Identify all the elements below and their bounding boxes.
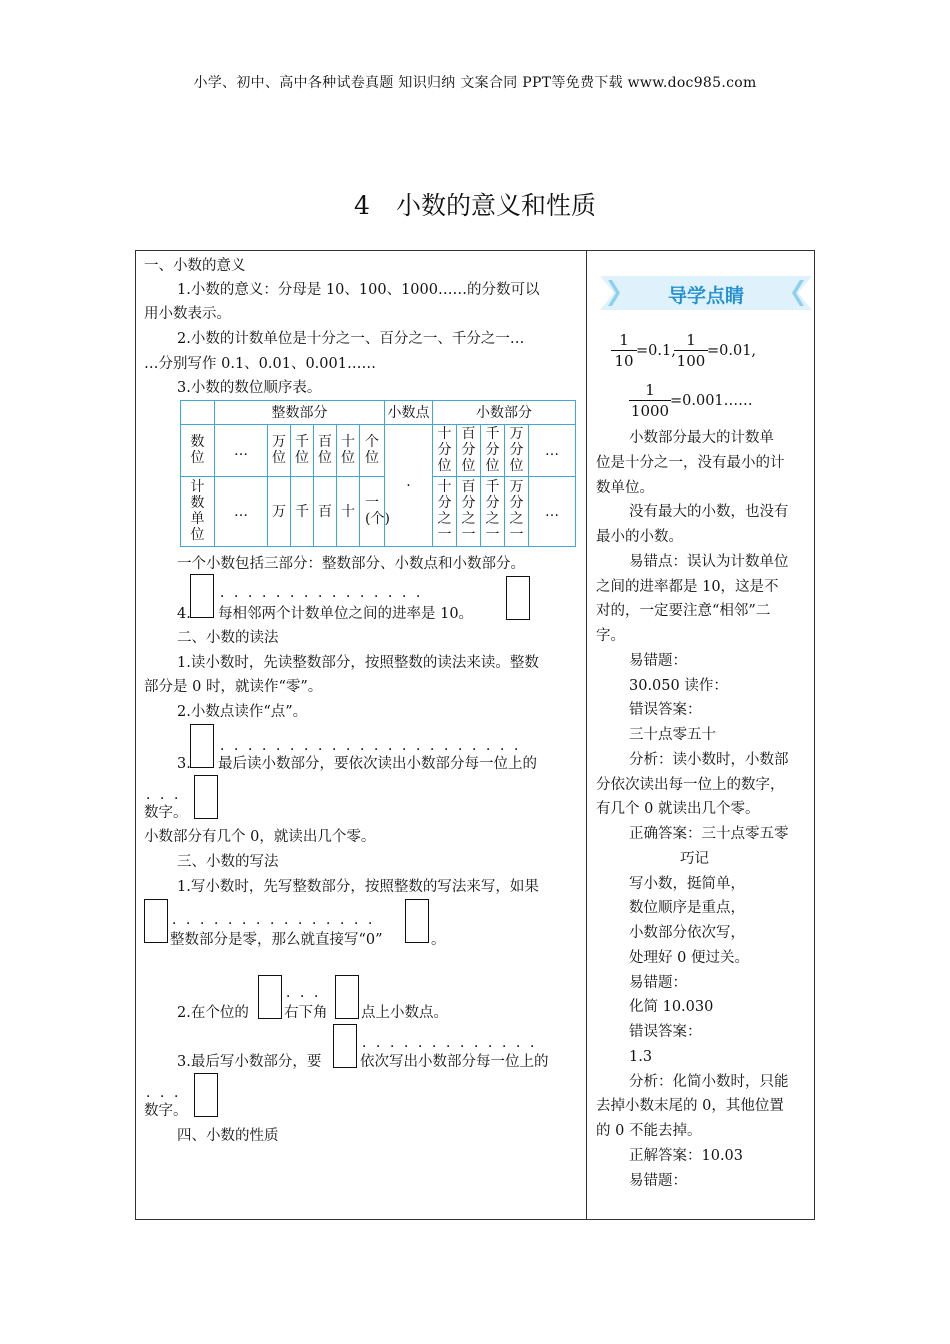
note-line: 正解答案：10.03 bbox=[629, 1148, 744, 1164]
decimal-point-symbol: · bbox=[385, 425, 433, 547]
note-line: 易错题： bbox=[629, 1173, 687, 1189]
s3-p1b-end: 。 bbox=[431, 932, 446, 948]
note-line: 错误答案： bbox=[629, 1024, 702, 1040]
s1-p5-prefix: 4. bbox=[177, 606, 191, 622]
note-line: 的 0 不能去掉。 bbox=[596, 1123, 702, 1139]
s3-p1a: 1.写小数时，先写整数部分，按照整数的写法来写，如果 bbox=[177, 879, 539, 895]
s2-p4: 小数部分有几个 0，就读出几个零。 bbox=[144, 829, 376, 845]
s2-p1a: 1.读小数时，先读整数部分，按照整数的读法来读。整数 bbox=[177, 655, 539, 671]
note-line: 化简 10.030 bbox=[629, 999, 714, 1015]
unit-cell: 百分之一 bbox=[461, 479, 476, 543]
note-line: 易错题： bbox=[629, 653, 687, 669]
fraction-1-tail: =0.1, bbox=[636, 343, 676, 359]
unit-cell: 万 bbox=[268, 477, 291, 547]
page-title bbox=[0, 186, 950, 222]
note-line: 三十点零五十 bbox=[629, 727, 716, 743]
row-label-unit: 计数单位 bbox=[190, 479, 205, 543]
s2-p3-prefix: 3. bbox=[177, 756, 191, 772]
annotation-box bbox=[190, 724, 214, 768]
s2-p3b: 数字。 bbox=[144, 805, 188, 821]
note-line: 30.050 读作： bbox=[629, 678, 728, 694]
column-divider bbox=[586, 250, 587, 1220]
denominator: 1000 bbox=[630, 402, 670, 420]
emphasis-dots: ．．． bbox=[146, 1085, 195, 1101]
unit-cell: 十 bbox=[337, 477, 360, 547]
annotation-box bbox=[144, 899, 168, 943]
note-line: 错误答案： bbox=[629, 702, 702, 718]
emphasis-dots: ．．．．．．．．．．．．．．．．．．．．．． bbox=[220, 738, 535, 754]
fraction-2-tail: =0.01, bbox=[707, 343, 757, 359]
page-header: 小学、初中、高中各种试卷真题 知识归纳 文案合同 PPT等免费下载 www.doc985.com bbox=[193, 75, 757, 91]
annotation-box bbox=[258, 975, 282, 1019]
denominator: 10 bbox=[611, 350, 637, 371]
ellipsis-cell: … bbox=[529, 477, 576, 547]
note-line: 位是十分之一，没有最小的计 bbox=[596, 455, 785, 471]
header-decimal-point: 小数点 bbox=[385, 401, 433, 425]
emphasis-dots: ．．．．．．．．．．．．．．． bbox=[220, 585, 437, 601]
fraction-1-100 bbox=[674, 330, 708, 371]
emphasis-dots: ．．． bbox=[146, 787, 195, 803]
unit-cell: 十分之一 bbox=[437, 479, 452, 543]
banner-title: 导学点睛 bbox=[667, 285, 744, 307]
annotation-box bbox=[405, 899, 429, 943]
note-line: 数位顺序是重点， bbox=[629, 900, 745, 916]
place-cell: 万位 bbox=[272, 434, 286, 466]
place-value-table bbox=[180, 400, 576, 547]
unit-cell: 一(个) bbox=[365, 495, 390, 527]
unit-cell: 千 bbox=[291, 477, 314, 547]
annotation-box bbox=[194, 775, 218, 819]
annotation-box bbox=[194, 1073, 218, 1117]
note-line: 去掉小数末尾的 0，其他位置 bbox=[596, 1098, 784, 1114]
note-line: 分依次读出每一位上的数字， bbox=[596, 777, 785, 793]
note-line: 有几个 0 就读出几个零。 bbox=[596, 801, 760, 817]
note-line: 小数部分依次写， bbox=[629, 925, 745, 941]
annotation-box bbox=[506, 576, 530, 620]
note-line: 易错题： bbox=[629, 975, 687, 991]
section-3-heading: 三、小数的写法 bbox=[177, 854, 279, 870]
note-line: 字。 bbox=[596, 628, 625, 644]
s1-p1b: 用小数表示。 bbox=[144, 306, 231, 322]
title-text: 小数的意义和性质 bbox=[395, 191, 596, 220]
numerator: 1 bbox=[686, 331, 696, 349]
note-line: 对的，一定要注意“相邻”二 bbox=[596, 603, 771, 619]
note-line: 数单位。 bbox=[596, 480, 654, 496]
numerator: 1 bbox=[645, 381, 655, 399]
note-line: 没有最大的小数，也没有 bbox=[629, 504, 789, 520]
fraction-1-1000 bbox=[629, 380, 671, 421]
ellipsis-cell: … bbox=[215, 425, 268, 477]
section-2-heading: 二、小数的读法 bbox=[177, 630, 279, 646]
note-line: 分析：读小数时，小数部 bbox=[629, 752, 789, 768]
title-number: 4 bbox=[354, 191, 370, 220]
annotation-box bbox=[333, 1024, 357, 1068]
s1-p2a: 2.小数的计数单位是十分之一、百分之一、千分之一… bbox=[177, 331, 525, 347]
header-integer-part: 整数部分 bbox=[215, 401, 385, 425]
fraction-1-10 bbox=[611, 330, 637, 371]
note-line: 易错点：误认为计数单位 bbox=[629, 554, 789, 570]
section-1-heading: 一、小数的意义 bbox=[144, 258, 246, 274]
annotation-box bbox=[335, 975, 359, 1019]
ellipsis-cell: … bbox=[215, 477, 268, 547]
s2-p2: 2.小数点读作“点”。 bbox=[177, 704, 308, 720]
s1-p1a: 1.小数的意义：分母是 10、100、1000……的分数可以 bbox=[177, 282, 540, 298]
s3-p3b: 数字。 bbox=[144, 1103, 188, 1119]
s1-p2b: …分别写作 0.1、0.01、0.001…… bbox=[144, 356, 376, 372]
place-cell: 千位 bbox=[295, 434, 309, 466]
place-cell: 十位 bbox=[341, 434, 355, 466]
s1-p5: 每相邻两个计数单位之间的进率是 10。 bbox=[218, 606, 474, 622]
place-cell: 百位 bbox=[318, 434, 332, 466]
s3-p3-prefix: 3.最后写小数部分，要 bbox=[177, 1054, 322, 1070]
place-cell: 千分位 bbox=[485, 426, 500, 474]
note-line: 正确答案：三十点零五零 bbox=[629, 826, 789, 842]
annotation-box bbox=[190, 574, 214, 618]
fraction-3-tail: =0.001…… bbox=[670, 393, 753, 409]
s3-p2-prefix: 2.在个位的 bbox=[177, 1005, 249, 1021]
s1-p4: 一个小数包括三部分：整数部分、小数点和小数部分。 bbox=[177, 556, 525, 572]
place-cell: 十分位 bbox=[437, 426, 452, 474]
note-line: 之间的进率都是 10，这是不 bbox=[596, 579, 779, 595]
place-cell: 个位 bbox=[365, 434, 379, 466]
s2-p3: 最后读小数部分，要依次读出小数部分每一位上的 bbox=[218, 756, 537, 772]
s3-p3: 依次写出小数部分每一位上的 bbox=[360, 1054, 549, 1070]
note-line: 巧记 bbox=[680, 851, 709, 867]
note-line: 最小的小数。 bbox=[596, 529, 683, 545]
note-line: 小数部分最大的计数单 bbox=[629, 430, 774, 446]
s3-p2-end: 点上小数点。 bbox=[361, 1005, 448, 1021]
note-line: 处理好 0 便过关。 bbox=[629, 950, 749, 966]
emphasis-dots: ．．．．．．．．．．．．．．． bbox=[172, 912, 389, 928]
s3-p1b: 整数部分是零，那么就直接写“0” bbox=[170, 932, 383, 948]
note-line: 分析：化简小数时，只能 bbox=[629, 1074, 789, 1090]
section-4-heading: 四、小数的性质 bbox=[177, 1128, 279, 1144]
ellipsis-cell: … bbox=[529, 425, 576, 477]
s2-p1b: 部分是 0 时，就读作“零”。 bbox=[144, 679, 323, 695]
unit-cell: 万分之一 bbox=[509, 479, 524, 543]
unit-cell: 千分之一 bbox=[485, 479, 500, 543]
s3-p2-mid: 右下角 bbox=[284, 1005, 328, 1021]
denominator: 100 bbox=[674, 350, 708, 371]
unit-cell: 百 bbox=[314, 477, 337, 547]
header-decimal-part: 小数部分 bbox=[433, 401, 576, 425]
emphasis-dots: ．．．．．．．．．．．．． bbox=[362, 1035, 551, 1051]
place-cell: 百分位 bbox=[461, 426, 476, 474]
row-label-place: 数位 bbox=[190, 434, 205, 466]
numerator: 1 bbox=[619, 331, 629, 349]
place-cell: 万分位 bbox=[509, 426, 524, 474]
note-line: 1.3 bbox=[629, 1049, 653, 1065]
note-line: 写小数，挺简单， bbox=[629, 876, 745, 892]
s1-p3: 3.小数的数位顺序表。 bbox=[177, 380, 322, 396]
emphasis-dots: ．．． bbox=[286, 985, 335, 1001]
